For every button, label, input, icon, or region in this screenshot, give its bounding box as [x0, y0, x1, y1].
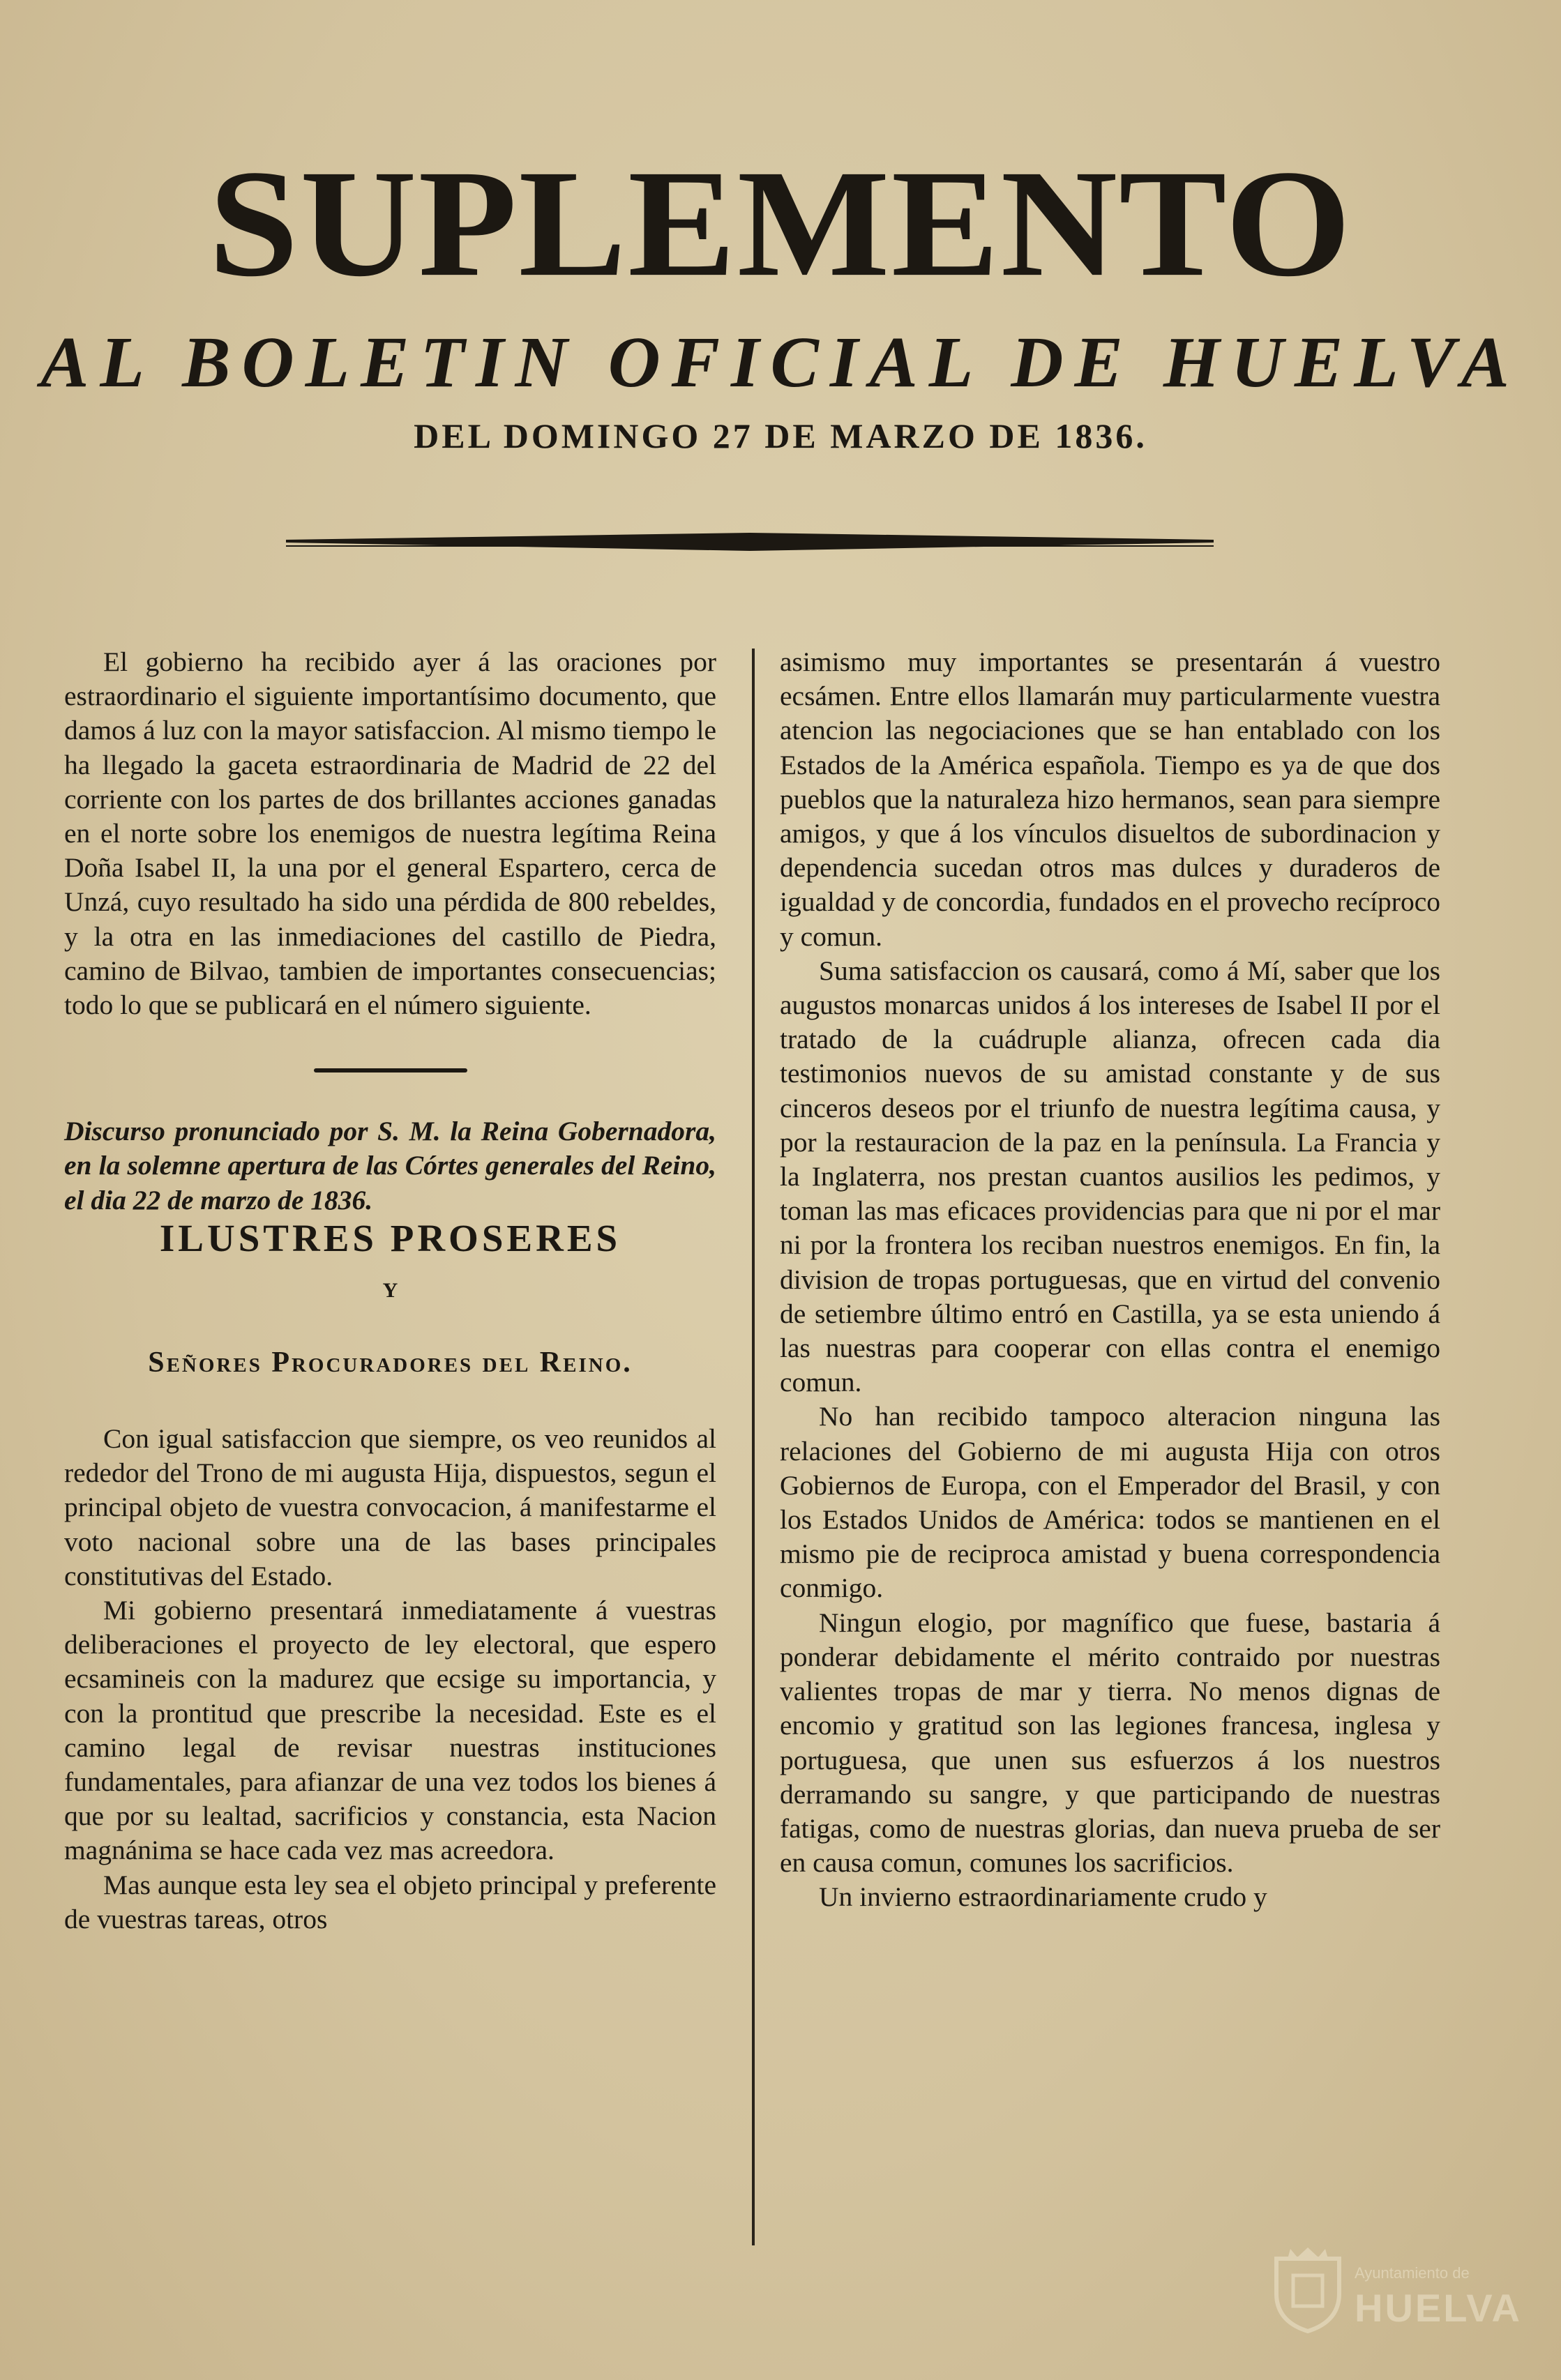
speech-paragraph-4: asimismo muy importantes se presentarán á vuestro ecsámen. Entre ellos llamarán muy particularmente vuestra atencion las negociaciones que se han entablado con los Estados de la América española. Tiempo es ya de que dos pueblos que la naturaleza hizo hermanos, sean para siempre amigos, y que á los vínculos disueltos de subordinacion y dependencia sucedan otros mas dulces y duraderos de igualdad y de concordia, fundados en el provecho recíproco y comun.: [780, 646, 1440, 952]
column-divider: [752, 649, 755, 2245]
speech-paragraph-2: Mi gobierno presentará inmediatamente á vuestras deliberaciones el proyecto de ley electoral, que espero ecsamineis con la madurez que ecsige su importancia, y con la prontitud que prescribe la necesidad. Este es el camino legal de revisar nuestras instituciones fundamentales, para afianzar de una vez todos los bienes á que por su lealtad, sacrificios y constancia, esta Nacion magnánima se hace cada vez mas acreedora.: [64, 1595, 716, 1866]
huelva-watermark: [1255, 2241, 1522, 2338]
address-subheading: Señores Procuradores del Reino.: [148, 1346, 633, 1379]
right-column: [780, 645, 1440, 1915]
watermark-brand: HUELVA: [1355, 2286, 1522, 2330]
masthead-subtitle: AL BOLETIN OFICIAL DE HUELVA: [40, 322, 1521, 402]
speech-paragraph-1: Con igual satisfaccion que siempre, os veo reunidos al rededor del Trono de mi augusta Hija, dispuestos, segun el principal objeto de vuestra convocacion, á manifestarme el voto nacional sobre una de las bases principales constitutivas del Estado.: [64, 1423, 716, 1591]
masthead-title: SUPLEMENTO: [208, 138, 1353, 309]
discurso-heading: Discurso pronunciado por S. M. la Reina Gobernadora, en la solemne apertura de las Córtes generales del Reino, el dia 22 de marzo de 1836.: [64, 1116, 716, 1215]
masthead: [0, 0, 1561, 572]
left-column: [64, 645, 716, 1936]
speech-paragraph-8: Un invierno estraordinariamente crudo y: [819, 1881, 1267, 1913]
address-heading: ILUSTRES PROSERES: [159, 1216, 621, 1259]
intro-paragraph: El gobierno ha recibido ayer á las oraciones por estraordinario el siguiente importantísimo documento, que damos á luz con la mayor satisfaccion. Al mismo tiempo le ha llegado la gaceta estraordinaria de Madrid de 22 del corriente con los partes de dos brillantes acciones ganadas en el norte sobre los enemigos de nuestra legítima Reina Doña Isabel II, la una por el general Espartero, cerca de Unzá, cuyo resultado ha sido una pérdida de 800 rebeldes, y la otra en las inmediaciones del castillo de Piedra, camino de Bilvao, tambien de importantes consecuencias; todo lo que se publicará en el número siguiente.: [64, 646, 716, 1021]
address-conjunction: Y: [382, 1278, 398, 1302]
watermark-caption: Ayuntamiento de: [1355, 2264, 1470, 2282]
speech-paragraph-3: Mas aunque esta ley sea el objeto principal y preferente de vuestras tareas, otros: [64, 1869, 716, 1934]
masthead-date: DEL DOMINGO 27 DE MARZO DE 1836.: [414, 416, 1147, 455]
section-rule: [314, 1068, 467, 1072]
speech-paragraph-7: Ningun elogio, por magnífico que fuese, bastaria á ponderar debidamente el mérito contraido por nuestras valientes tropas de mar y tierra. No menos dignas de encomio y gratitud son las legiones francesa, inglesa y portuguesa, que unen sus esfuerzos á los nuestros derramando su sangre, y que participando de nuestras fatigas, como de nuestras glorias, dan nueva prueba de ser en causa comun, comunes los sacrificios.: [780, 1607, 1440, 1879]
shield-icon: [1269, 2245, 1346, 2334]
speech-paragraph-6: No han recibido tampoco alteracion ninguna las relaciones del Gobierno de mi augusta Hija con otros Gobiernos de Europa, con el Emperador del Brasil, y con los Estados Unidos de América: todos se mantienen en el mismo pie de reciproca amistad y buena correspondencia conmigo.: [780, 1401, 1440, 1604]
speech-paragraph-5: Suma satisfaccion os causará, como á Mí, saber que los augustos monarcas unidos á los intereses de Isabel II por el tratado de la cuádruple alianza, ofrecen cada dia testimonios nuevos de su amistad constante y de sus cinceros deseos por el triunfo de nuestra legítima causa, y por la restauracion de la paz en la península. La Francia y la Inglaterra, nos prestan cuantos ausilios les pedimos, y toman las mas eficaces providencias para que ni por el mar ni por la frontera los reciban nuestros enemigos. En fin, la division de tropas portuguesas, que en virtud del convenio de setiembre último entró en Castilla, ya se esta uniendo á las nuestras para cooperar con ellas contra el enemigo comun.: [780, 955, 1440, 1398]
masthead-rule: [286, 530, 1214, 558]
